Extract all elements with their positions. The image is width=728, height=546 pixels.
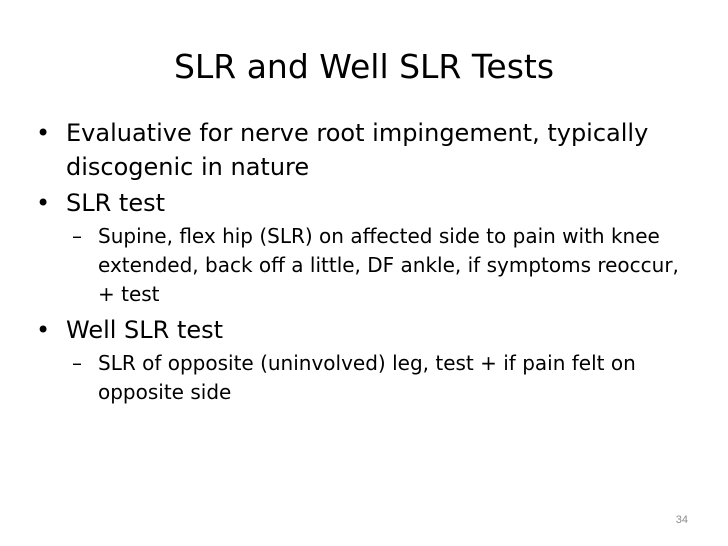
bullet-item (36, 313, 696, 347)
dash-icon: – (72, 351, 82, 375)
bullet-text: Evaluative for nerve root impingement, typically discogenic in nature (66, 119, 649, 181)
slide-body (36, 116, 696, 411)
dash-icon: – (72, 224, 82, 248)
bullet-item (36, 186, 696, 220)
sub-bullet-text: SLR of opposite (uninvolved) leg, test + if pain felt on opposite side (98, 351, 636, 404)
sub-bullet-item (68, 349, 696, 407)
bullet-text: SLR test (66, 189, 165, 217)
bullet-dot-icon: • (36, 119, 51, 147)
page-number: 34 (675, 514, 688, 526)
bullet-dot-icon: • (36, 189, 51, 217)
bullet-dot-icon: • (36, 316, 51, 344)
bullet-text: Well SLR test (66, 316, 224, 344)
slide-title: SLR and Well SLR Tests (173, 47, 555, 86)
sub-bullet-item (68, 222, 696, 309)
sub-bullet-text: Supine, flex hip (SLR) on affected side to pain with knee extended, back off a little, DF ankle, if symptoms reoccur, + test (98, 224, 679, 306)
bullet-item (36, 116, 696, 184)
